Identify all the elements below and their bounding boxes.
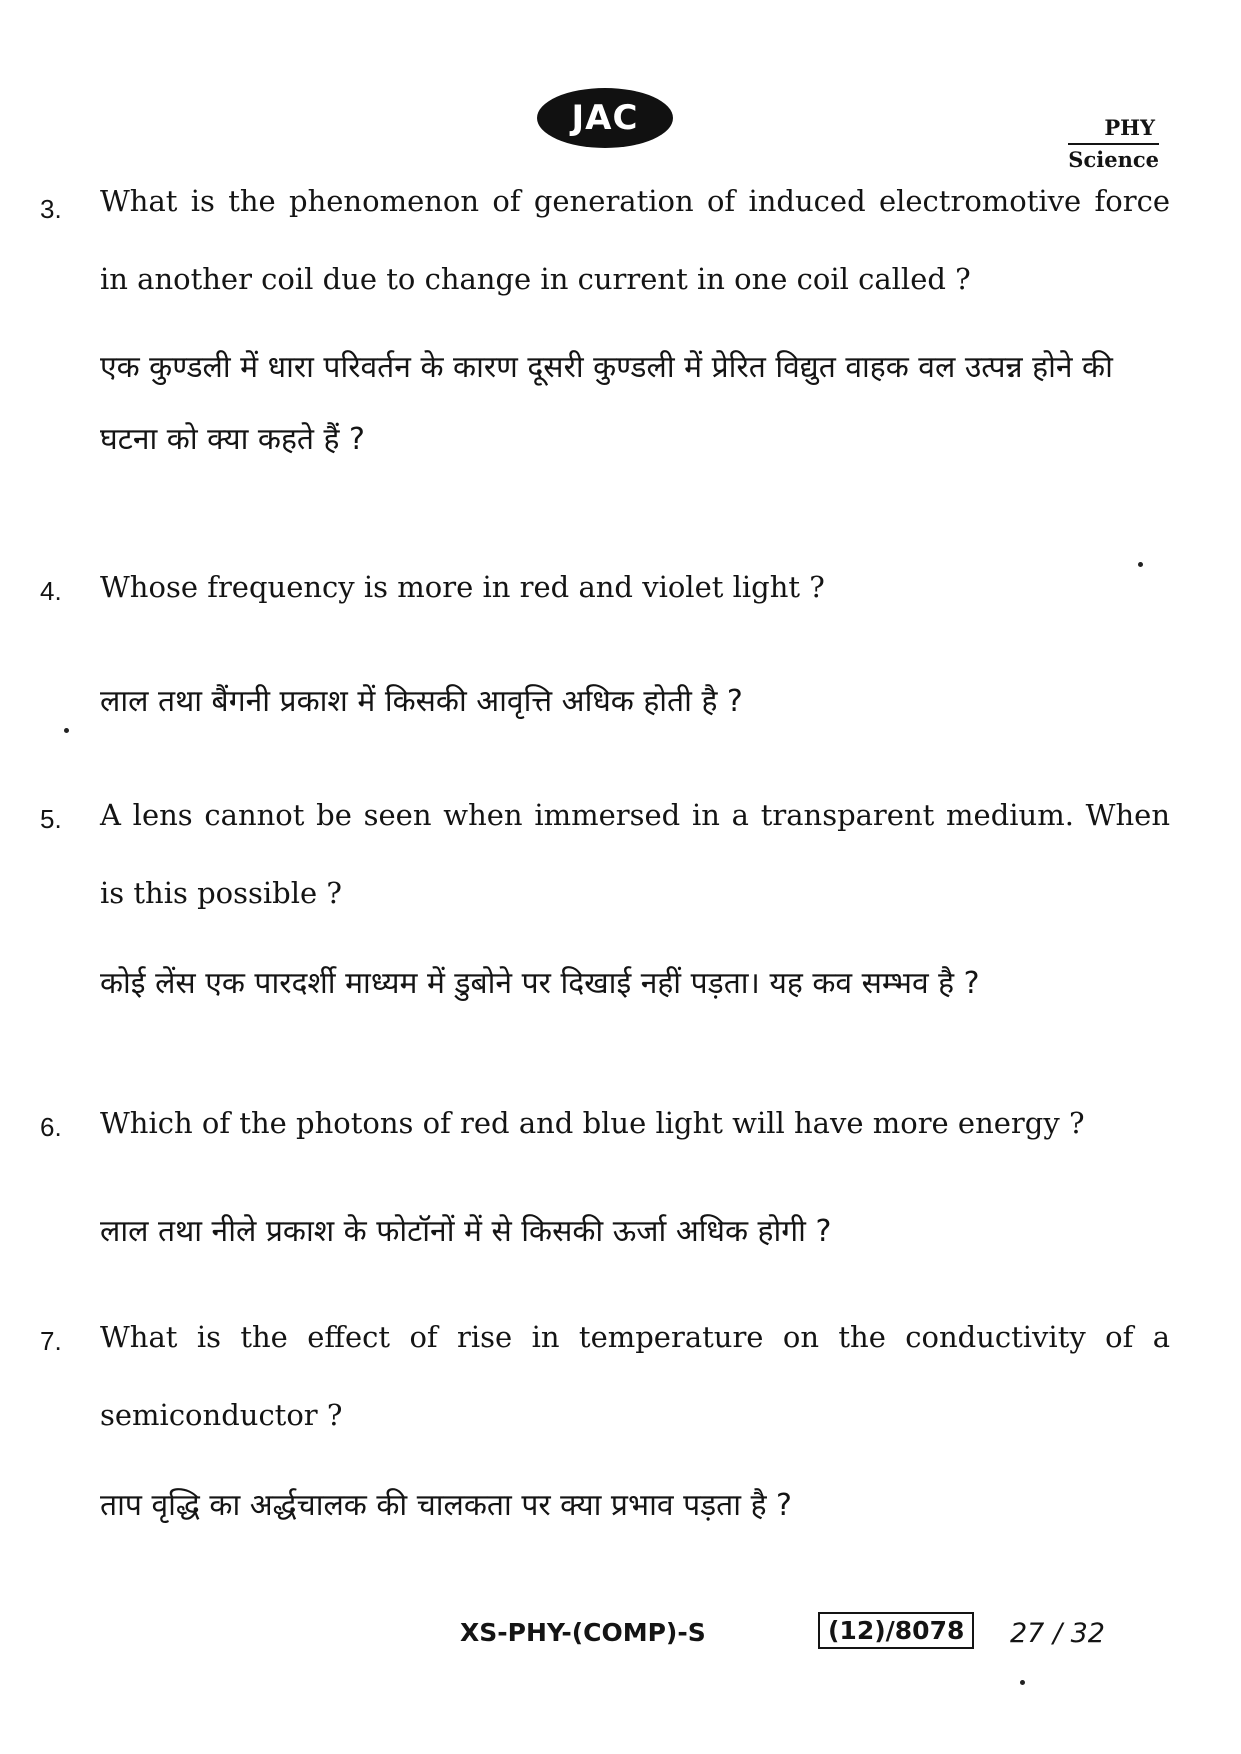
question-hindi: लाल तथा नीले प्रकाश के फोटॉनों में से किसकी ऊर्जा अधिक होगी ? <box>100 1214 832 1249</box>
jac-logo <box>537 88 673 148</box>
question-english: What is the effect of rise in temperature on the conductivity of a semiconductor ? <box>100 1320 1170 1432</box>
scan-speck <box>64 728 69 733</box>
question-english: A lens cannot be seen when immersed in a transparent medium. When is this possible ? <box>100 798 1170 910</box>
question-english: What is the phenomenon of generation of induced electromotive force in another coil due to change in current in one coil called ? <box>100 184 1170 296</box>
question-english: Whose frequency is more in red and violet light ? <box>100 570 825 604</box>
page-number: 27 / 32 <box>1010 1618 1105 1649</box>
question-english: Which of the photons of red and blue light will have more energy ? <box>100 1106 1085 1140</box>
question-number: 6. <box>40 1112 62 1142</box>
subject-name: Science <box>1068 147 1159 172</box>
question-hindi: एक कुण्डली में धारा परिवर्तन के कारण दूसरी कुण्डली में प्रेरित विद्युत वाहक वल उत्पन्न होने की घटना को क्या कहते हैं ? <box>100 350 1113 457</box>
question-number: 7. <box>40 1326 62 1356</box>
scan-speck <box>1020 1680 1025 1685</box>
question-number: 5. <box>40 804 62 834</box>
paper-code: XS-PHY-(COMP)-S <box>460 1618 706 1647</box>
batch-code: (12)/8078 <box>818 1612 974 1649</box>
question-hindi: लाल तथा बैंगनी प्रकाश में किसकी आवृत्ति अधिक होती है ? <box>100 684 743 719</box>
question-number: 4. <box>40 576 62 606</box>
scan-speck <box>1138 562 1143 567</box>
logo-text: JAC <box>571 98 639 138</box>
question-hindi: कोई लेंस एक पारदर्शी माध्यम में डुबोने पर दिखाई नहीं पड़ता। यह कव सम्भव है ? <box>100 966 980 1001</box>
question-hindi: ताप वृद्धि का अर्द्धचालक की चालकता पर क्या प्रभाव पड़ता है ? <box>100 1488 792 1523</box>
question-number: 3. <box>40 194 62 224</box>
subject-code: PHY <box>1068 115 1159 145</box>
